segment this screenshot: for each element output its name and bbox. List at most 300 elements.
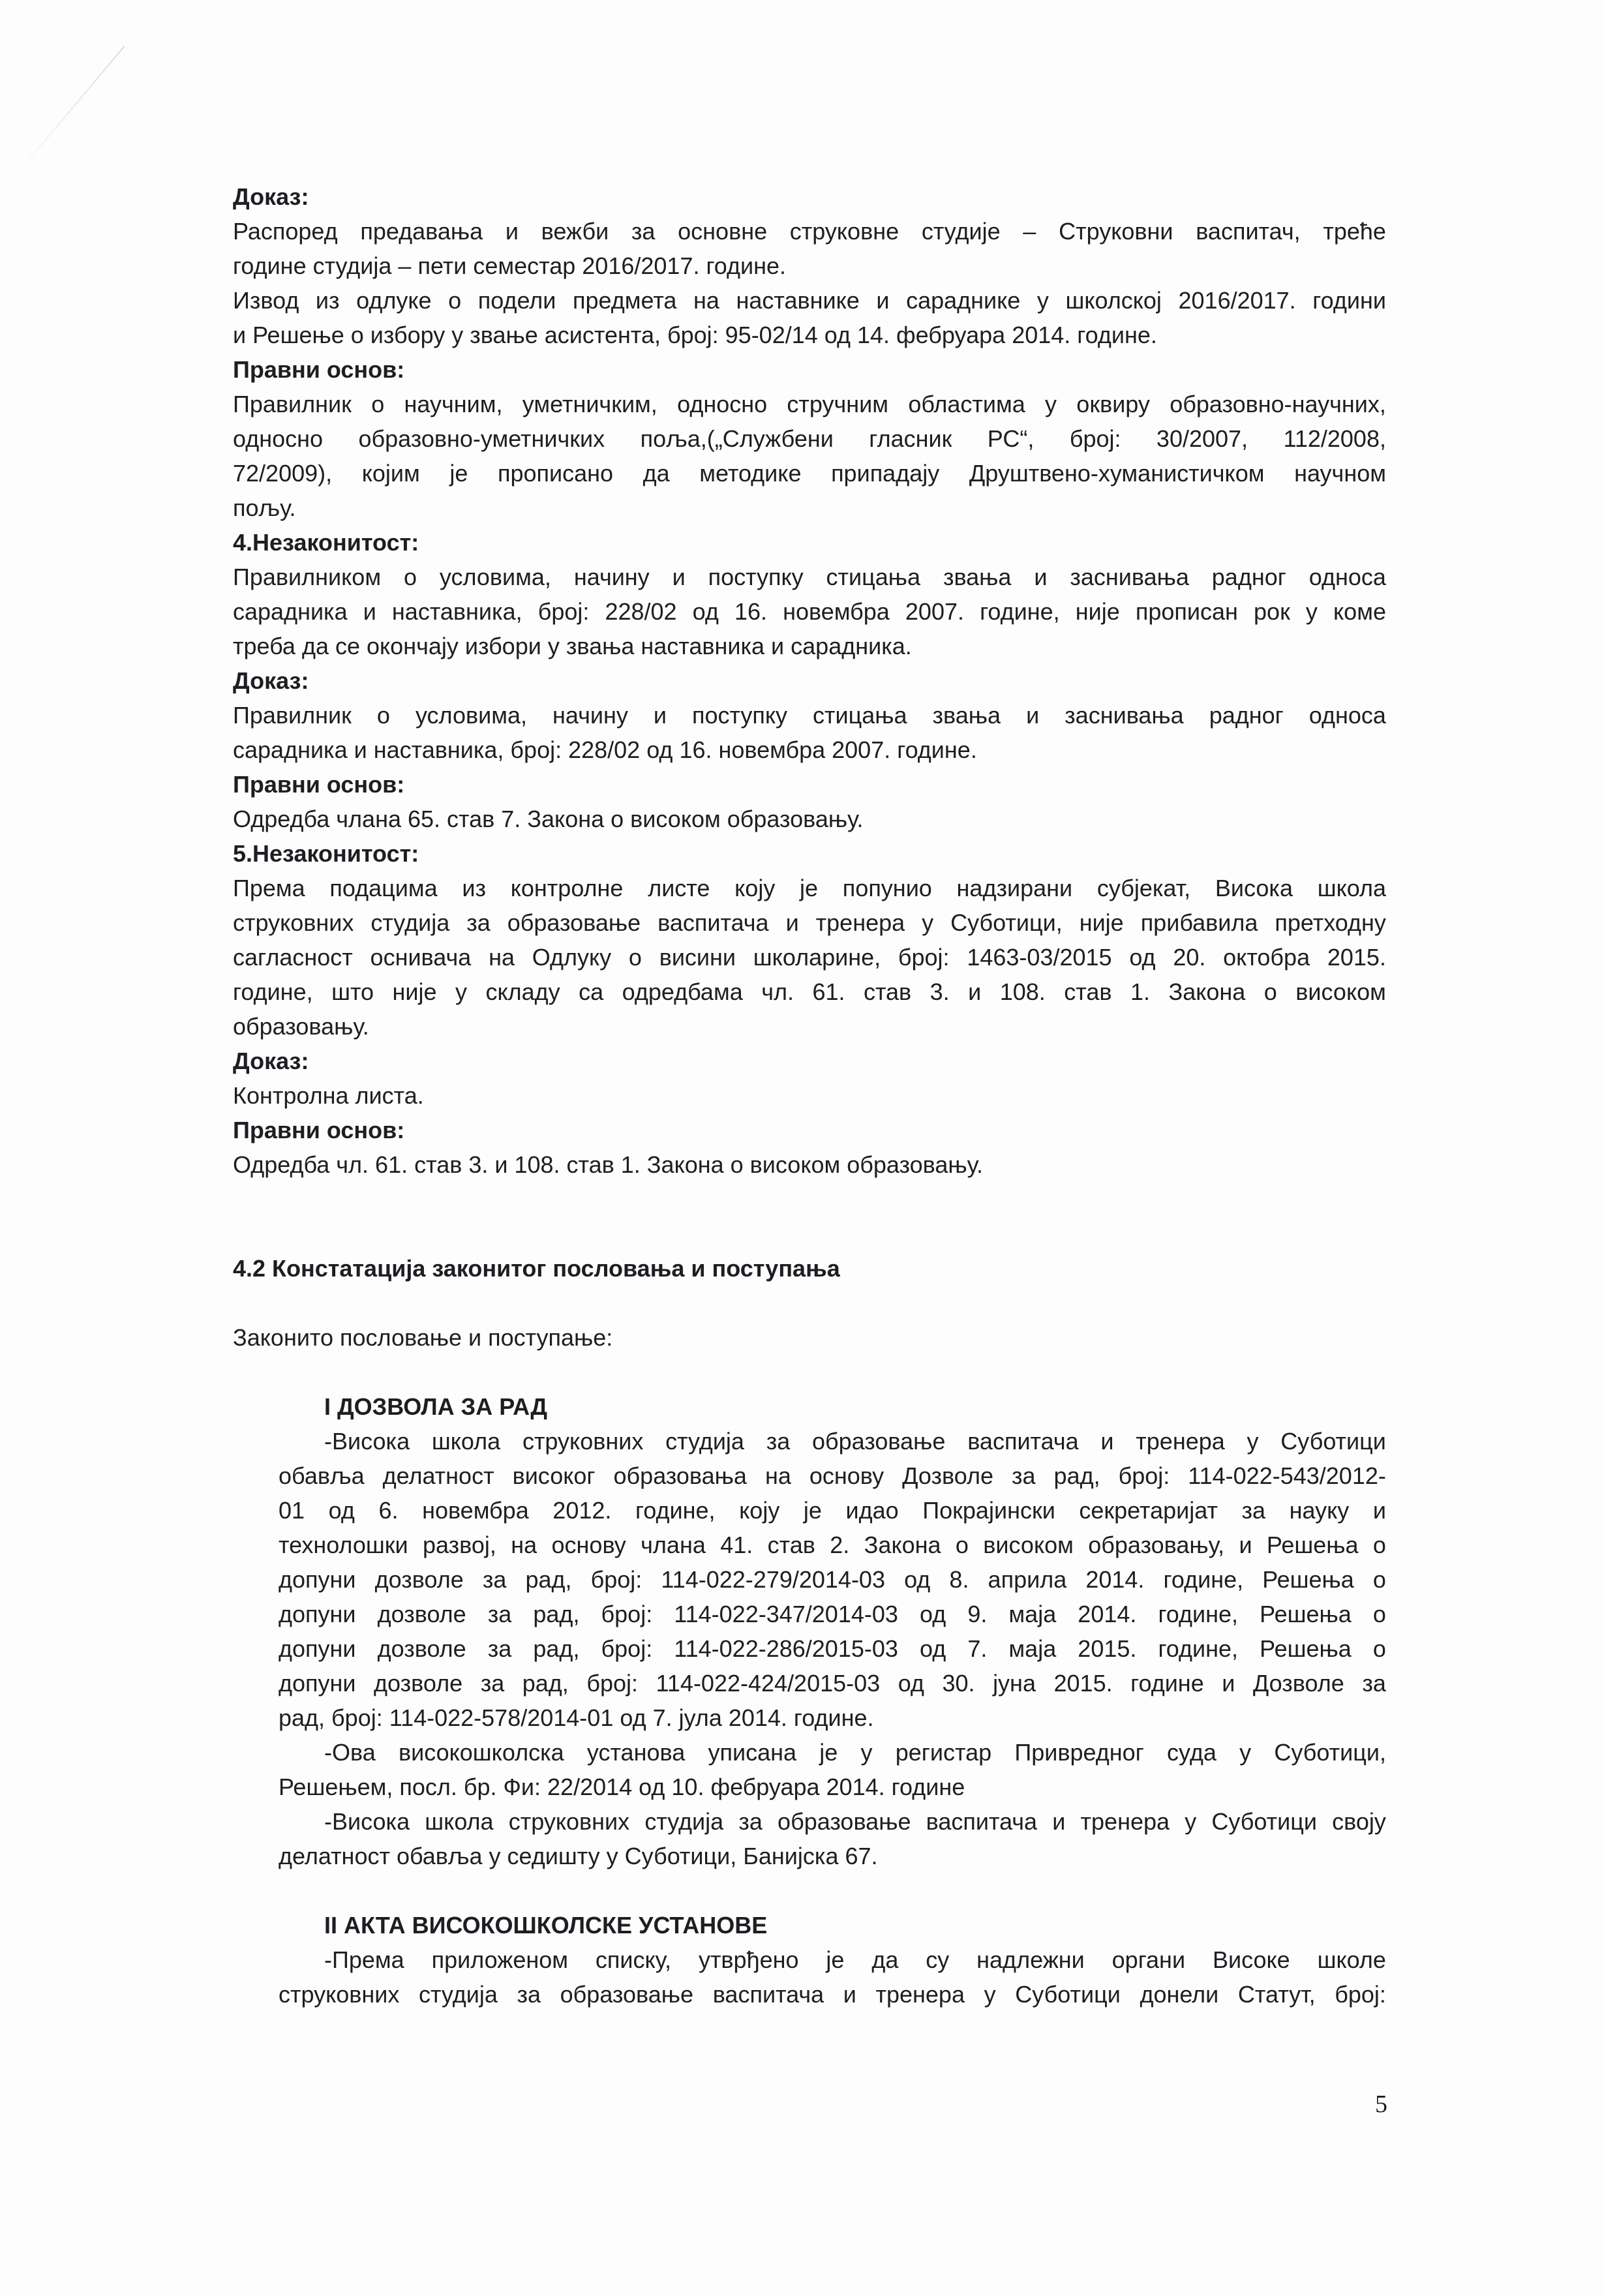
word: од bbox=[919, 1635, 946, 1662]
word: школарине, bbox=[753, 944, 881, 971]
word: Према bbox=[233, 875, 305, 901]
word: високог bbox=[512, 1462, 596, 1489]
word: године bbox=[1130, 1670, 1204, 1697]
word: за bbox=[487, 1601, 512, 1627]
text-line bbox=[233, 456, 1386, 491]
word: -Висока bbox=[324, 1808, 410, 1835]
paragraph bbox=[233, 283, 1386, 352]
word: стручним bbox=[787, 391, 889, 417]
word: у bbox=[1045, 391, 1057, 417]
word: дозволе bbox=[377, 1601, 466, 1627]
paragraph bbox=[233, 1424, 1386, 1735]
word: висини bbox=[659, 944, 736, 971]
word: од bbox=[898, 1670, 924, 1697]
word: и bbox=[1100, 1428, 1114, 1455]
word: секретаријат bbox=[1079, 1497, 1218, 1524]
word: Висока bbox=[1215, 875, 1293, 901]
word: број: bbox=[601, 1601, 653, 1627]
word: научним, bbox=[404, 391, 503, 417]
text-line bbox=[233, 387, 1386, 421]
word: у bbox=[1185, 1808, 1197, 1835]
section-label: 4.Незаконитост: bbox=[233, 529, 419, 556]
word: за bbox=[766, 1428, 791, 1455]
word: број: bbox=[537, 598, 590, 625]
text-line bbox=[233, 421, 1386, 456]
word: 114-022-347/2014-03 bbox=[674, 1601, 898, 1627]
word: заснивања bbox=[1070, 564, 1189, 590]
word: поља,(„Службени bbox=[640, 425, 834, 452]
text-line bbox=[279, 1458, 1386, 1493]
word: условима, bbox=[415, 702, 527, 729]
text-line bbox=[233, 871, 1386, 905]
word: РС“, bbox=[987, 425, 1035, 452]
word: образовање bbox=[507, 909, 641, 936]
word: о bbox=[448, 287, 462, 314]
word: 3. bbox=[929, 978, 950, 1005]
text-line bbox=[279, 1666, 1386, 1700]
word: у bbox=[922, 909, 934, 936]
word: рок bbox=[1254, 598, 1290, 625]
word: 114-022-279/2014-03 bbox=[661, 1566, 885, 1593]
word: о bbox=[371, 391, 385, 417]
word: основне bbox=[678, 218, 768, 245]
word: студија bbox=[644, 1808, 724, 1835]
word: рад, bbox=[533, 1601, 580, 1627]
word: није bbox=[392, 978, 437, 1005]
word: 20. bbox=[1173, 944, 1206, 971]
word: образовања bbox=[613, 1462, 747, 1489]
text-line: године студија – пети семестар 2016/2017. године. bbox=[233, 252, 787, 279]
word: Струковни bbox=[1059, 218, 1173, 245]
section-label: Доказ: bbox=[233, 667, 309, 694]
word: 2016/2017. bbox=[1178, 287, 1296, 314]
word: за bbox=[1362, 1670, 1386, 1697]
word: и bbox=[1052, 1808, 1066, 1835]
word: о bbox=[1263, 978, 1277, 1005]
paragraph bbox=[233, 802, 1386, 836]
word: науку bbox=[1289, 1497, 1350, 1524]
word: године, bbox=[635, 1497, 716, 1524]
section-label: 5.Незаконитост: bbox=[233, 840, 419, 867]
word: васпитача bbox=[926, 1808, 1038, 1835]
word: коме bbox=[1333, 598, 1386, 625]
word: на bbox=[764, 1462, 791, 1489]
word: образовање bbox=[778, 1808, 911, 1835]
word: начину bbox=[573, 564, 650, 590]
word: образовање bbox=[560, 1981, 694, 2008]
word: коју bbox=[734, 875, 776, 901]
paragraph bbox=[233, 1804, 1386, 1873]
word: 2015. bbox=[1078, 1635, 1137, 1662]
word: о bbox=[376, 702, 390, 729]
word: струковних bbox=[233, 909, 354, 936]
word: Дозволе bbox=[902, 1462, 994, 1489]
page-number: 5 bbox=[1375, 2091, 1387, 2118]
word: допуни bbox=[279, 1635, 356, 1662]
text-line bbox=[279, 1977, 1386, 2012]
word: школе bbox=[1317, 1946, 1386, 1973]
word: звања bbox=[943, 564, 1012, 590]
word: од bbox=[328, 1497, 355, 1524]
word: од bbox=[904, 1566, 931, 1593]
word: године, bbox=[1163, 1566, 1244, 1593]
paragraph bbox=[233, 698, 1386, 767]
word: за bbox=[482, 1566, 507, 1593]
text-line: и Решење о избору у звање асистента, број: 95-02/14 од 14. фебруара 2014. године. bbox=[233, 322, 1157, 348]
word: 1. bbox=[1130, 978, 1151, 1005]
section-label: Доказ: bbox=[233, 183, 309, 210]
word: и bbox=[1372, 1497, 1386, 1524]
word: 30. bbox=[942, 1670, 975, 1697]
word: и bbox=[505, 218, 519, 245]
word: наставнике bbox=[736, 287, 860, 314]
word: делатност bbox=[382, 1462, 494, 1489]
word: и bbox=[363, 598, 376, 625]
word: је bbox=[800, 875, 819, 901]
text-line bbox=[233, 974, 1386, 1009]
word: Дозволе bbox=[1252, 1670, 1344, 1697]
scan-artifact-line bbox=[15, 46, 125, 176]
word: 2012. bbox=[552, 1497, 612, 1524]
word: своју bbox=[1332, 1808, 1386, 1835]
word: 2015. bbox=[1327, 944, 1386, 971]
word: уметничким, bbox=[522, 391, 657, 417]
word: и bbox=[1222, 1670, 1235, 1697]
word: Решења bbox=[1266, 1532, 1359, 1558]
word: став bbox=[863, 978, 912, 1005]
word: 61. bbox=[812, 978, 845, 1005]
paragraph bbox=[233, 1942, 1386, 2012]
word: научном bbox=[1294, 460, 1386, 487]
word: тренера bbox=[815, 909, 905, 936]
word: Закона bbox=[864, 1532, 941, 1558]
subsection-title-acts: II АКТА ВИСОКОШКОЛСКЕ УСТАНОВЕ bbox=[324, 1912, 768, 1939]
word: што bbox=[331, 978, 374, 1005]
word: за bbox=[466, 909, 491, 936]
word: сарадника bbox=[233, 598, 348, 625]
word: и bbox=[876, 287, 890, 314]
word: и bbox=[1026, 702, 1040, 729]
word: заснивања bbox=[1065, 702, 1184, 729]
findings-section bbox=[233, 179, 1386, 1182]
word: струковне bbox=[789, 218, 899, 245]
word: оснивача bbox=[370, 944, 472, 971]
word: од bbox=[919, 1601, 946, 1627]
text-line bbox=[233, 560, 1386, 594]
word: односа bbox=[1308, 702, 1386, 729]
paragraph bbox=[233, 1147, 1386, 1182]
word: 114-022-543/2012- bbox=[1188, 1462, 1386, 1489]
word: Одлуку bbox=[532, 944, 612, 971]
word: високом bbox=[983, 1532, 1074, 1558]
word: рад, bbox=[1053, 1462, 1100, 1489]
text-line: образовању. bbox=[233, 1013, 369, 1040]
word: у bbox=[1036, 287, 1049, 314]
word: 16. bbox=[734, 598, 768, 625]
word: и bbox=[1034, 564, 1048, 590]
word: односно bbox=[233, 425, 324, 452]
word: 6. bbox=[378, 1497, 399, 1524]
word: о bbox=[955, 1532, 969, 1558]
section-label: Правни основ: bbox=[233, 356, 405, 383]
word: органи bbox=[1111, 1946, 1186, 1973]
word: и bbox=[785, 909, 799, 936]
word: звања bbox=[932, 702, 1001, 729]
word: -Према bbox=[324, 1946, 404, 1973]
word: број: bbox=[601, 1635, 653, 1662]
word: попунио bbox=[842, 875, 932, 901]
subsection-acts bbox=[233, 1942, 1386, 2012]
word: обавља bbox=[279, 1462, 365, 1489]
word: вежби bbox=[541, 218, 609, 245]
word: наставника, bbox=[391, 598, 522, 625]
word: допуни bbox=[279, 1566, 356, 1593]
section-label: Правни основ: bbox=[233, 1117, 405, 1143]
word: Закона bbox=[1168, 978, 1246, 1005]
text-line bbox=[279, 1631, 1386, 1666]
word: о bbox=[1372, 1601, 1386, 1627]
word: број: bbox=[1069, 425, 1121, 452]
word: сагласност bbox=[233, 944, 353, 971]
word: складу bbox=[485, 978, 560, 1005]
text-line bbox=[233, 905, 1386, 940]
word: школској bbox=[1065, 287, 1162, 314]
word: став bbox=[767, 1532, 815, 1558]
word: високошколска bbox=[398, 1739, 564, 1766]
word: утврђено bbox=[698, 1946, 799, 1973]
word: о bbox=[403, 564, 417, 590]
subsection-title-permit: I ДОЗВОЛА ЗА РАД bbox=[324, 1393, 548, 1420]
word: стицања bbox=[826, 564, 921, 590]
word: идао bbox=[845, 1497, 899, 1524]
word: дозволе bbox=[377, 1635, 466, 1662]
word: Извод bbox=[233, 287, 299, 314]
word: струковних bbox=[279, 1981, 400, 2008]
word: листе bbox=[648, 875, 710, 901]
word: године, bbox=[1158, 1635, 1239, 1662]
word: 228/02 bbox=[605, 598, 677, 625]
word: 41. bbox=[720, 1532, 753, 1558]
word: број: bbox=[898, 944, 950, 971]
word: маја bbox=[1008, 1635, 1057, 1662]
word: начину bbox=[552, 702, 628, 729]
word: поступку bbox=[691, 702, 788, 729]
paragraph bbox=[233, 214, 1386, 283]
text-line bbox=[279, 1804, 1386, 1839]
text-line bbox=[279, 1493, 1386, 1528]
word: рад, bbox=[525, 1566, 572, 1593]
word: студија bbox=[419, 1981, 498, 2008]
word: -Ова bbox=[324, 1739, 376, 1766]
word: васпитача bbox=[657, 909, 769, 936]
word: Високе bbox=[1212, 1946, 1290, 1973]
word: за bbox=[631, 218, 656, 245]
word: 2014. bbox=[1078, 1601, 1137, 1627]
text-line bbox=[233, 594, 1386, 629]
word: подацима bbox=[329, 875, 438, 901]
section-intro: Законито пословање и поступање: bbox=[233, 1324, 613, 1351]
word: јуна bbox=[993, 1670, 1036, 1697]
word: тренера bbox=[1080, 1808, 1170, 1835]
word: припадају bbox=[831, 460, 940, 487]
text-line: делатност обавља у седишту у Суботици, Банијска 67. bbox=[279, 1843, 878, 1869]
word: 112/2008, bbox=[1283, 425, 1386, 452]
word: подели bbox=[477, 287, 556, 314]
word: о bbox=[1372, 1532, 1386, 1558]
document-page bbox=[233, 179, 1386, 2012]
word: Суботици bbox=[1211, 1808, 1317, 1835]
word: број: bbox=[1335, 1981, 1386, 2008]
word: образовању, bbox=[1088, 1532, 1225, 1558]
word: 2007. bbox=[905, 598, 964, 625]
word: за bbox=[480, 1670, 505, 1697]
word: контролне bbox=[510, 875, 624, 901]
word: Правилник bbox=[233, 702, 352, 729]
word: на bbox=[489, 944, 515, 971]
word: образовно-научних, bbox=[1170, 391, 1386, 417]
word: високом bbox=[1295, 978, 1386, 1005]
word: предавања bbox=[360, 218, 483, 245]
paragraph bbox=[233, 1735, 1386, 1804]
word: за bbox=[487, 1635, 512, 1662]
word: васпитач, bbox=[1196, 218, 1301, 245]
word: на bbox=[693, 287, 719, 314]
text-line bbox=[279, 1942, 1386, 1977]
word: априла bbox=[988, 1566, 1067, 1593]
word: Статут, bbox=[1237, 1981, 1316, 2008]
word: прибавила bbox=[1140, 909, 1258, 936]
word: у bbox=[984, 1981, 996, 2008]
word: 72/2009), bbox=[233, 460, 333, 487]
word: Друштвено-хуманистичком bbox=[969, 460, 1265, 487]
word: да bbox=[871, 1946, 899, 1973]
word: образовање bbox=[812, 1428, 946, 1455]
word: у bbox=[860, 1739, 873, 1766]
subsection-permit bbox=[233, 1424, 1386, 1873]
word: број: bbox=[586, 1670, 639, 1697]
word: Решења bbox=[1262, 1566, 1354, 1593]
word: надзирани bbox=[956, 875, 1073, 901]
word: поступку bbox=[708, 564, 804, 590]
word: став bbox=[1064, 978, 1112, 1005]
word: Решења bbox=[1260, 1601, 1352, 1627]
word: 2014. bbox=[1085, 1566, 1145, 1593]
word: суда bbox=[1167, 1739, 1217, 1766]
word: Распоред bbox=[233, 218, 338, 245]
word: школа bbox=[431, 1428, 501, 1455]
word: новембра bbox=[422, 1497, 529, 1524]
word: је bbox=[826, 1946, 845, 1973]
word: областима bbox=[908, 391, 1025, 417]
word: године, bbox=[980, 598, 1060, 625]
word: методике bbox=[699, 460, 802, 487]
word: години bbox=[1312, 287, 1386, 314]
text-line bbox=[233, 214, 1386, 249]
word: на bbox=[511, 1532, 537, 1558]
text-line bbox=[233, 698, 1386, 733]
word: односа bbox=[1308, 564, 1386, 590]
word: чл. bbox=[761, 978, 794, 1005]
word: Правилником bbox=[233, 564, 382, 590]
word: школа bbox=[1317, 875, 1386, 901]
word: број: bbox=[590, 1566, 642, 1593]
word: струковних bbox=[508, 1808, 630, 1835]
word: радног bbox=[1211, 564, 1286, 590]
word: гласник bbox=[869, 425, 952, 452]
text-line bbox=[279, 1562, 1386, 1597]
word: 108. bbox=[999, 978, 1046, 1005]
word: број: bbox=[1118, 1462, 1170, 1489]
word: допуни bbox=[279, 1670, 356, 1697]
word: тренера bbox=[1136, 1428, 1225, 1455]
word: основу bbox=[551, 1532, 626, 1558]
word: је bbox=[819, 1739, 838, 1766]
word: 01 bbox=[279, 1497, 305, 1524]
text-line: Решењем, посл. бр. Фи: 22/2014 од 10. фебруара 2014. године bbox=[279, 1774, 965, 1800]
word: у bbox=[1239, 1739, 1252, 1766]
word: развој, bbox=[422, 1532, 496, 1558]
word: и bbox=[968, 978, 982, 1005]
section-label: Доказ: bbox=[233, 1048, 309, 1074]
word: васпитача bbox=[967, 1428, 1079, 1455]
word: Суботици bbox=[1015, 1981, 1121, 2008]
section-heading: 4.2 Констатација законитог пословања и поступања bbox=[233, 1255, 840, 1282]
text-line bbox=[279, 1735, 1386, 1770]
word: Суботици, bbox=[950, 909, 1063, 936]
word: приложеном bbox=[431, 1946, 568, 1973]
text-line bbox=[233, 940, 1386, 974]
text-line: Контролна листа. bbox=[233, 1082, 424, 1109]
word: о bbox=[628, 944, 642, 971]
word: треће bbox=[1323, 218, 1386, 245]
text-line bbox=[279, 1528, 1386, 1562]
word: у bbox=[1305, 598, 1318, 625]
word: тренера bbox=[875, 1981, 965, 2008]
word: уписана bbox=[708, 1739, 796, 1766]
word: од bbox=[692, 598, 719, 625]
word: из bbox=[315, 287, 340, 314]
word: 9. bbox=[967, 1601, 988, 1627]
word: предмета bbox=[572, 287, 677, 314]
word: рад, bbox=[522, 1670, 569, 1697]
word: године, bbox=[233, 978, 313, 1005]
word: о bbox=[1372, 1566, 1386, 1593]
word: образовно-уметничких bbox=[358, 425, 605, 452]
word: студије bbox=[921, 218, 1001, 245]
word: односно bbox=[677, 391, 768, 417]
word: Суботици bbox=[1280, 1428, 1386, 1455]
word: основу bbox=[809, 1462, 884, 1489]
word: студија bbox=[370, 909, 450, 936]
word: о bbox=[1372, 1635, 1386, 1662]
word: је bbox=[449, 460, 468, 487]
word: није bbox=[1075, 598, 1120, 625]
word: Решења bbox=[1260, 1635, 1352, 1662]
text-line bbox=[279, 1597, 1386, 1631]
word: прописан bbox=[1135, 598, 1238, 625]
word: Правилник bbox=[233, 391, 352, 417]
paragraph bbox=[233, 560, 1386, 663]
word: васпитача bbox=[712, 1981, 824, 2008]
word: 7. bbox=[967, 1635, 988, 1662]
word: 30/2007, bbox=[1156, 425, 1248, 452]
word: са bbox=[579, 978, 604, 1005]
word: којим bbox=[361, 460, 420, 487]
text-line: Одредба чл. 61. став 3. и 108. став 1. Закона о високом образовању. bbox=[233, 1151, 984, 1178]
word: године, bbox=[1158, 1601, 1239, 1627]
word: списку, bbox=[595, 1946, 672, 1973]
word: установа bbox=[586, 1739, 686, 1766]
